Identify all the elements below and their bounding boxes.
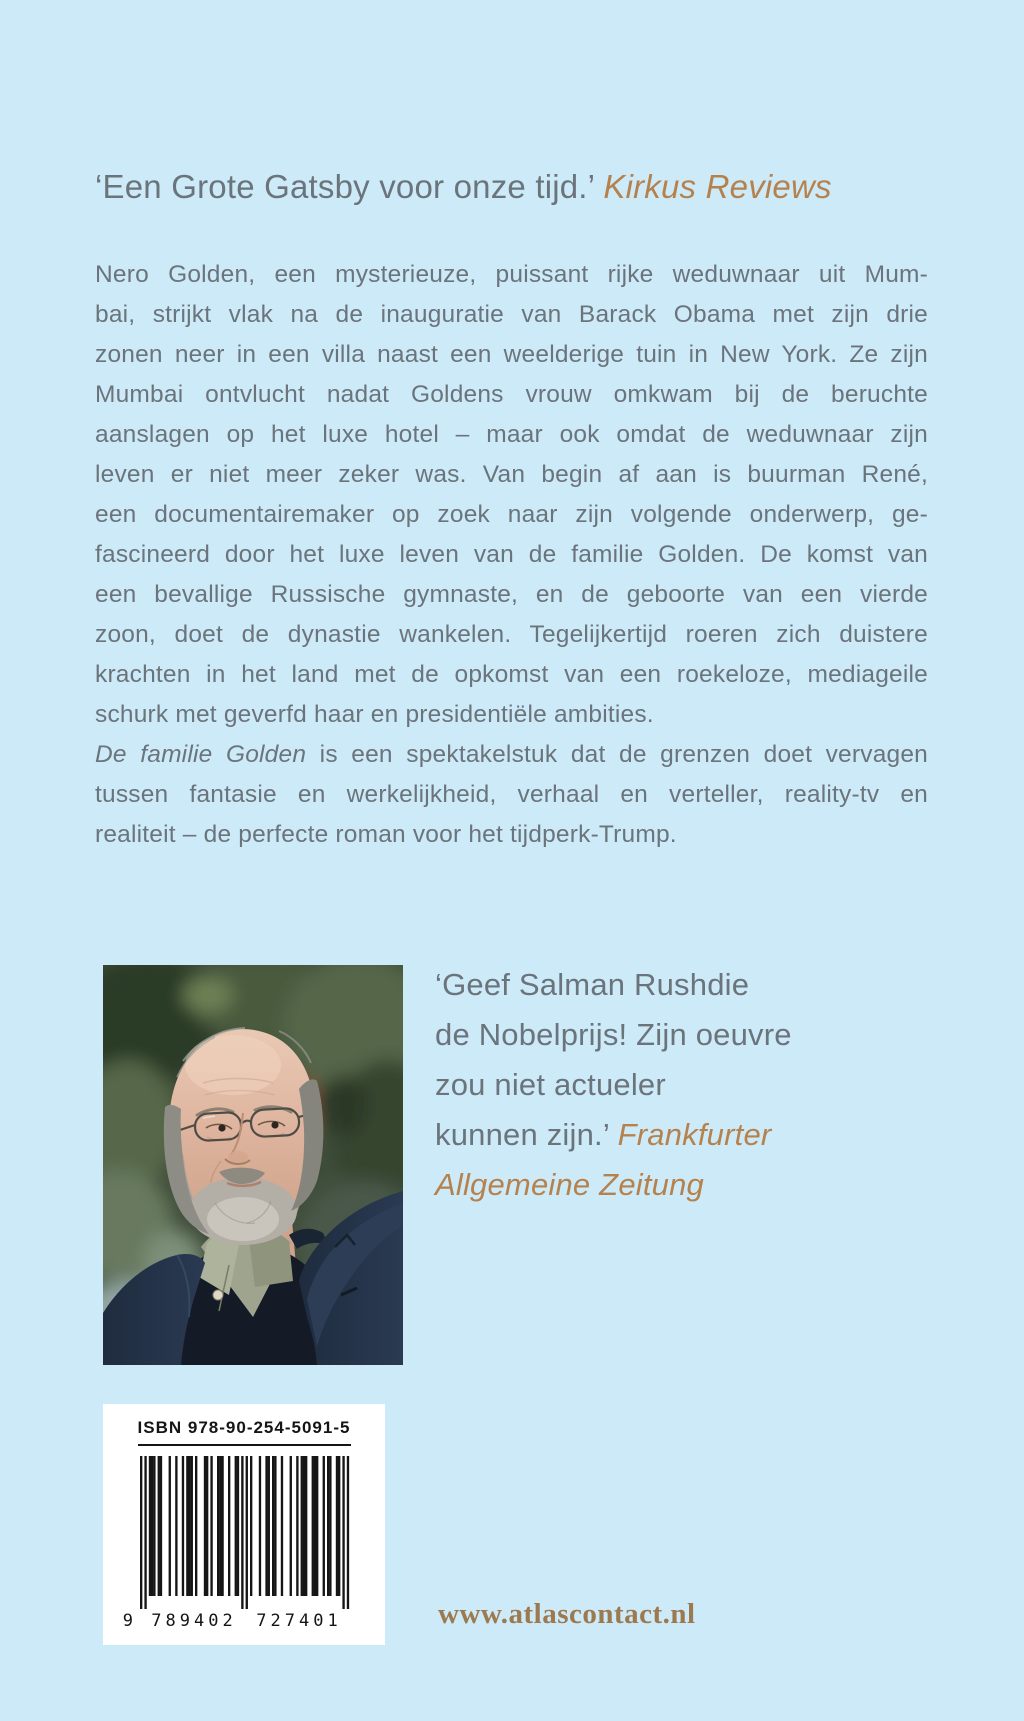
text-line	[95, 535, 928, 575]
text-line	[95, 295, 928, 335]
isbn-underline	[138, 1444, 351, 1446]
text-run: tussen fantasie en werkelijkheid, verhaal en verteller, reality-tv en	[95, 781, 928, 808]
text-run: Frankfurter	[617, 1117, 772, 1152]
text-run: kunnen zijn.’	[435, 1117, 618, 1152]
text-line	[435, 1010, 875, 1060]
publisher-url: www.atlascontact.nl	[438, 1598, 696, 1630]
text-run: Mumbai ontvlucht nadat Goldens vrouw omkwam bij de beruchte	[95, 381, 928, 408]
text-line	[435, 960, 875, 1010]
text-line	[95, 455, 928, 495]
text-run: schurk met geverfd haar en presidentiële ambities.	[95, 701, 654, 728]
svg-text:9: 9	[122, 1611, 133, 1631]
text-line	[95, 255, 928, 295]
text-run: Kirkus Reviews	[603, 168, 832, 205]
text-run: aanslagen op het luxe hotel – maar ook omdat de weduwnaar zijn	[95, 421, 928, 448]
text-line	[95, 815, 928, 855]
text-line	[95, 735, 928, 775]
text-line	[95, 655, 928, 695]
text-line	[435, 1060, 875, 1110]
text-run: Allgemeine Zeitung	[435, 1167, 704, 1202]
svg-text:727401: 727401	[256, 1611, 342, 1631]
synopsis-text	[95, 255, 928, 855]
text-run: Nero Golden, een mysterieuze, puissant rijke weduwnaar uit Mum-	[95, 261, 928, 288]
text-line	[95, 575, 928, 615]
review-quote-faz	[435, 960, 875, 1210]
text-run: zou niet actueler	[435, 1067, 666, 1102]
text-line	[95, 335, 928, 375]
text-line	[435, 1160, 875, 1210]
svg-text:789402: 789402	[151, 1611, 237, 1631]
barcode-block	[103, 1404, 385, 1645]
text-run: leven er niet meer zeker was. Van begin af aan is buurman René,	[95, 461, 928, 488]
text-run: een documentairemaker op zoek naar zijn volgende onderwerp, ge-	[95, 501, 928, 528]
text-run: de Nobelprijs! Zijn oeuvre	[435, 1017, 792, 1052]
text-line	[95, 415, 928, 455]
text-run: De familie Golden	[95, 741, 307, 768]
text-run: krachten in het land met de opkomst van een roekeloze, mediageile	[95, 661, 928, 688]
text-run: zonen neer in een villa naast een weelderige tuin in New York. Ze zijn	[95, 341, 928, 368]
text-line	[95, 775, 928, 815]
text-run: is een spektakelstuk dat de grenzen doet vervagen	[306, 741, 928, 768]
author-portrait-illustration	[103, 965, 403, 1365]
text-line	[95, 495, 928, 535]
ean13-barcode	[103, 1456, 385, 1636]
text-run: een bevallige Russische gymnaste, en de geboorte van een vierde	[95, 581, 928, 608]
text-line	[435, 1110, 875, 1160]
isbn-label: ISBN 978-90-254-5091-5	[137, 1418, 351, 1437]
text-line	[95, 375, 928, 415]
author-photo-salman-rushdie	[103, 965, 403, 1365]
review-quote-kirkus	[95, 168, 955, 206]
text-line	[95, 615, 928, 655]
text-run: zoon, doet de dynastie wankelen. Tegelijkertijd roeren zich duistere	[95, 621, 928, 648]
text-run: ‘Een Grote Gatsby voor onze tijd.’	[95, 168, 604, 205]
text-run: bai, strijkt vlak na de inauguratie van Barack Obama met zijn drie	[95, 301, 928, 328]
text-run: realiteit – de perfecte roman voor het tijdperk-Trump.	[95, 821, 677, 848]
text-run: fascineerd door het luxe leven van de familie Golden. De komst van	[95, 541, 928, 568]
text-run: ‘Geef Salman Rushdie	[435, 967, 750, 1002]
text-line	[95, 695, 928, 735]
